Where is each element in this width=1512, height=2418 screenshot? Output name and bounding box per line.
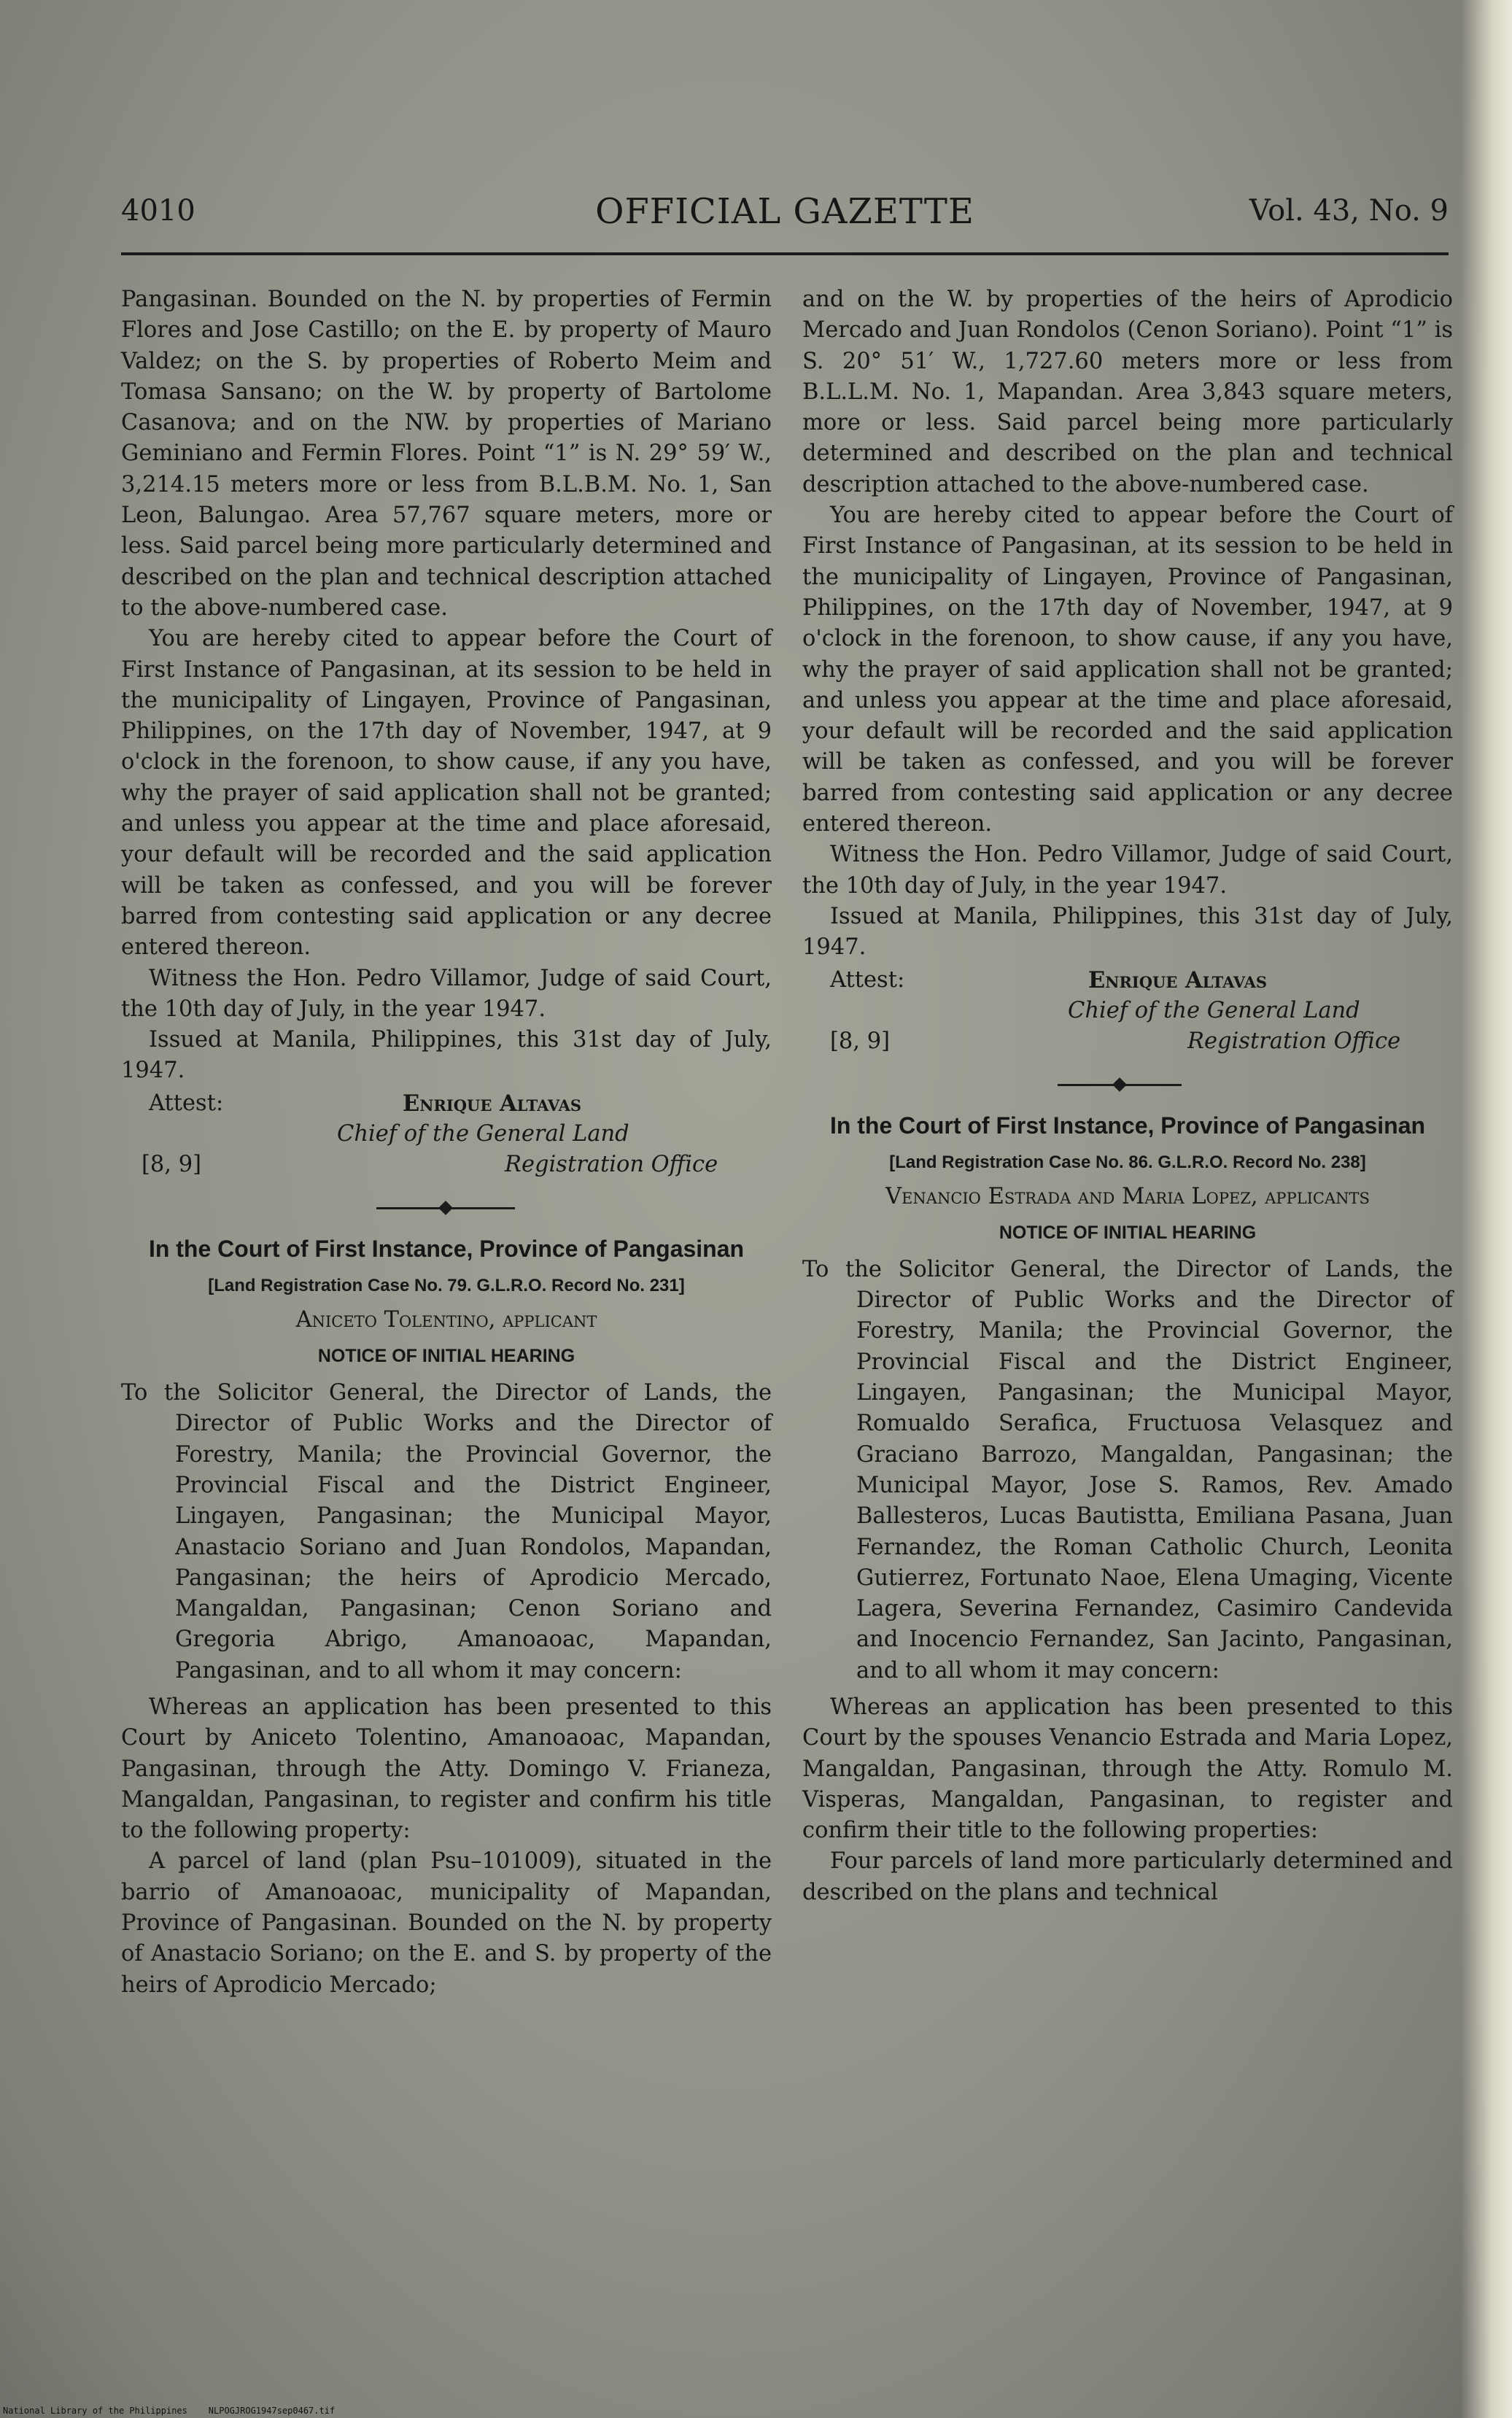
issue-reference: [8, 9]	[830, 1028, 890, 1054]
court-heading: In the Court of First Instance, Province of Pangasinan	[148, 1235, 745, 1262]
paragraph-witness: Witness the Hon. Pedro Villamor, Judge of said Court, the 10th day of July, in the year 1947.	[802, 842, 1453, 899]
attest-title-line-1: Chief of the General Land	[337, 1120, 629, 1147]
divider-diamond	[1112, 1077, 1127, 1092]
page-header	[121, 191, 1449, 242]
section-divider	[802, 1071, 1453, 1100]
attest-label: Attest:	[830, 966, 905, 993]
attest-title-line-1: Chief of the General Land	[1068, 997, 1360, 1023]
attestation-block	[121, 1088, 772, 1187]
scan-footer	[3, 2406, 335, 2416]
applicant-line: Aniceto Tolentino, applicant	[295, 1306, 597, 1333]
attestation-block	[802, 965, 1453, 1063]
library-credit: National Library of the Philippines	[3, 2406, 187, 2416]
paragraph-citation: You are hereby cited to appear before the Court of First Instance of Pangasinan, at its session to be held in the municipality of Lingayen, Province of Pangasinan, Philippines, on the 17th day of November, 1947, at 9 o'clock in the forenoon, to show cause, if any you have, why the prayer of said application shall not be granted; and unless you appear at the time and place aforesaid, your default will be recorded and the said application will be taken as confessed, and you will be forever barred from contesting said application or any decree entered thereon.	[802, 503, 1453, 837]
paragraph-whereas: Whereas an application has been presented to this Court by Aniceto Tolentino, Amanoaoac, Mapandan, Pangasinan, through the Atty. Domingo V. Frianeza, Mangaldan, Pangasinan, to register and confirm his title to the following property:	[121, 1694, 772, 1844]
case-reference: [Land Registration Case No. 86. G.L.R.O. Record No. 238]	[889, 1152, 1366, 1172]
page-edge-shadow	[1461, 0, 1512, 2418]
addressees-paragraph: To the Solicitor General, the Director of Lands, the Director of Public Works and the Director of Forestry, Manila; the Provincial Governor, the Provincial Fiscal and the District Engineer, Lingayen, Pangasinan; the Municipal Mayor, Anastacio Soriano and Juan Rondolos, Mapandan, Pangasinan; the heirs of Aprodicio Mercado, Mangaldan, Pangasinan; Cenon Soriano and Gregoria Abrigo, Amanoaoac, Mapandan, Pangasinan, and to all whom it may concern:	[121, 1380, 772, 1683]
paragraph-whereas: Whereas an application has been presented to this Court by the spouses Venancio Estrada and Maria Lopez, Mangaldan, Pangasinan, through the Atty. Romulo M. Visperas, Mangaldan, Pangasinan, to register and confirm their title to the following properties:	[802, 1694, 1453, 1844]
paragraph-boundaries: and on the W. by properties of the heirs of Aprodicio Mercado and Juan Rondolos (Cenon Soriano). Point “1” is S. 20° 51′ W., 1,727.60 meters more or less from B.L.L.M. No. 1, Mapandan. Area 3,843 square meters, more or less. Said parcel being more particularly determined and described on the plan and technical description attached to the above-numbered case.	[802, 287, 1453, 497]
publication-title: OFFICIAL GAZETTE	[595, 191, 974, 232]
notice-title: NOTICE OF INITIAL HEARING	[317, 1346, 575, 1367]
header-rule	[121, 252, 1449, 255]
paragraph-parcels: Four parcels of land more particularly determined and described on the plans and technical	[802, 1848, 1453, 1905]
left-column	[121, 284, 772, 2001]
attest-title-line-2: Registration Office	[505, 1151, 718, 1177]
applicant-line: Venancio Estrada and Maria Lopez, applicants	[885, 1183, 1370, 1209]
attest-title-line-2: Registration Office	[1187, 1028, 1401, 1054]
attest-name: Enrique Altavas	[1088, 966, 1268, 993]
attest-name: Enrique Altavas	[403, 1090, 582, 1117]
volume-number: Vol. 43, No. 9	[1249, 194, 1449, 228]
scan-filename: NLPOGJROG1947sep0467.tif	[208, 2406, 336, 2416]
paragraph-issued: Issued at Manila, Philippines, this 31st day of July, 1947.	[802, 903, 1453, 961]
paragraph-parcel: A parcel of land (plan Psu–101009), situated in the barrio of Amanoaoac, municipality of Mapandan, Province of Pangasinan. Bounded on the N. by property of Anastacio Soriano; on the E. and S. by property of the heirs of Aprodicio Mercado;	[121, 1848, 772, 1998]
addressees-paragraph: To the Solicitor General, the Director of Lands, the Director of Public Works and the Director of Forestry, Manila; the Provincial Governor, the Provincial Fiscal and the District Engineer, Lingayen, Pangasinan; the Municipal Mayor, Romualdo Serafica, Fructuosa Velasquez and Graciano Barrozo, Mangaldan, Pangasinan; the Municipal Mayor, Jose S. Ramos, Rev. Amado Ballesteros, Lucas Bautistta, Emiliana Pasana, Juan Fernandez, the Roman Catholic Church, Leonita Gutierrez, Fortunato Naoe, Elena Umaging, Vicente Lagera, Severina Fernandez, Casimiro Candevida and Inocencio Fernandez, San Jacinto, Pangasinan, and to all whom it may concern:	[802, 1256, 1453, 1683]
paragraph-issued: Issued at Manila, Philippines, this 31st day of July, 1947.	[121, 1027, 772, 1084]
issue-reference: [8, 9]	[141, 1151, 201, 1177]
case-reference: [Land Registration Case No. 79. G.L.R.O. Record No. 231]	[208, 1275, 685, 1295]
court-heading: In the Court of First Instance, Province of Pangasinan	[829, 1112, 1426, 1139]
divider-diamond	[438, 1201, 453, 1215]
right-column	[802, 284, 1453, 1908]
paragraph-witness: Witness the Hon. Pedro Villamor, Judge of said Court, the 10th day of July, in the year 1947.	[121, 965, 772, 1022]
paragraph-citation: You are hereby cited to appear before the Court of First Instance of Pangasinan, at its session to be held in the municipality of Lingayen, Province of Pangasinan, Philippines, on the 17th day of November, 1947, at 9 o'clock in the forenoon, to show cause, if any you have, why the prayer of said application shall not be granted; and unless you appear at the time and place aforesaid, your default will be recorded and the said application will be taken as confessed, and you will be forever barred from contesting said application or any decree entered thereon.	[121, 626, 772, 961]
paragraph-boundaries: Pangasinan. Bounded on the N. by properties of Fermin Flores and Jose Castillo; on the E. by property of Mauro Valdez; on the S. by properties of Roberto Meim and Tomasa Sansano; on the W. by property of Bartolome Casanova; and on the NW. by properties of Mariano Geminiano and Fermin Flores. Point “1” is N. 29° 59′ W., 3,214.15 meters more or less from B.L.B.M. No. 1, San Leon, Balungao. Area 57,767 square meters, more or less. Said parcel being more particularly determined and described on the plan and technical description attached to the above-numbered case.	[121, 287, 772, 621]
attest-label: Attest:	[149, 1090, 224, 1116]
page-number: 4010	[121, 194, 195, 228]
notice-title: NOTICE OF INITIAL HEARING	[999, 1222, 1257, 1243]
section-divider	[121, 1194, 772, 1223]
